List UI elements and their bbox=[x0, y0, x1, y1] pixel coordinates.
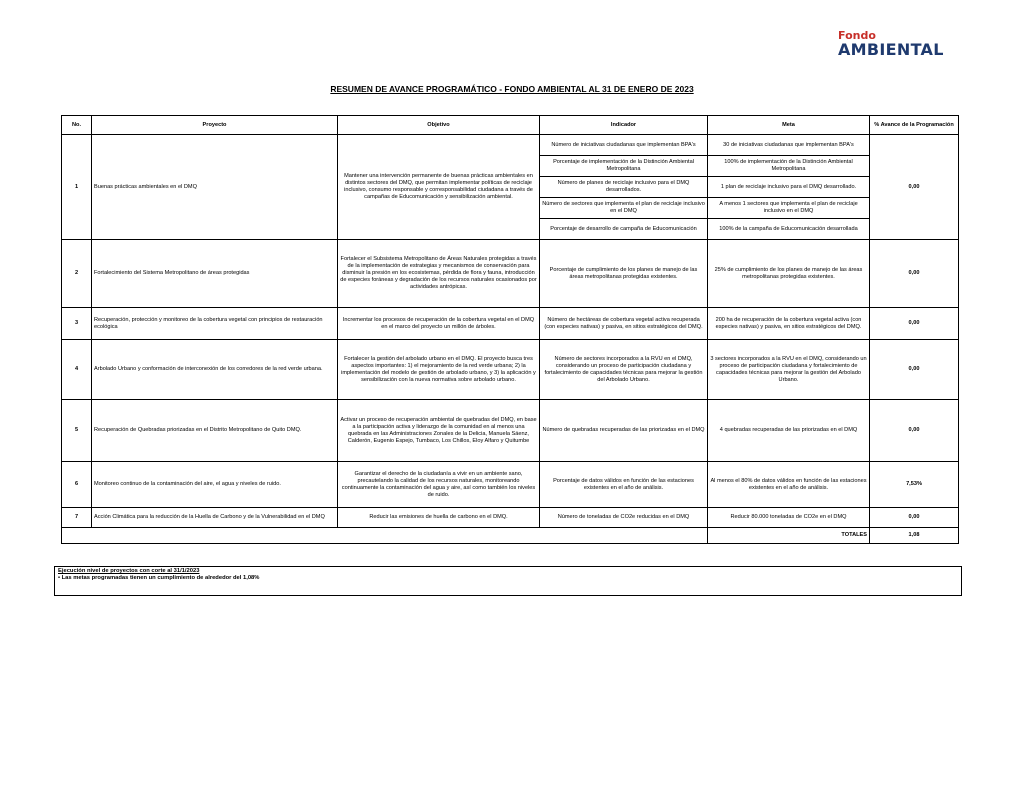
row-meta: 1 plan de reciclaje inclusivo para el DMQ desarrollado. bbox=[708, 177, 870, 198]
totales-value: 1,08 bbox=[870, 528, 959, 544]
logo-line-2: AMBIENTAL bbox=[838, 40, 944, 59]
table-row bbox=[62, 135, 959, 156]
row-meta: 100% de implementación de la Distinción Ambiental Metropolitana bbox=[708, 156, 870, 177]
row-no: 4 bbox=[62, 340, 92, 400]
table-row bbox=[62, 400, 959, 462]
row-no: 2 bbox=[62, 240, 92, 308]
row-objetivo: Fortalecer el Subsistema Metropolitano de Áreas Naturales protegidas a través de la implementación de estrategias y mecanismos de conservación para disminuir la presión en los ecosistemas, pérdida de flora y fauna, introducción de especies foráneas y degradación de los recursos naturales ocasionados por actividades antrópicas. bbox=[338, 240, 540, 308]
row-avance: 0,00 bbox=[870, 340, 959, 400]
header-indicador: Indicador bbox=[540, 116, 708, 135]
totales-row bbox=[62, 528, 959, 544]
row-objetivo: Incrementar los procesos de recuperación de la cobertura vegetal en el DMQ en el marco del proyecto un millón de árboles. bbox=[338, 308, 540, 340]
table-row bbox=[62, 462, 959, 508]
row-objetivo: Reducir las emisiones de huella de carbono en el DMQ. bbox=[338, 508, 540, 528]
row-indicador: Porcentaje de cumplimiento de los planes de manejo de las áreas metropolitanas protegidas existentes. bbox=[540, 240, 708, 308]
row-proyecto: Buenas prácticas ambientales en el DMQ bbox=[92, 135, 338, 240]
header-proyecto: Proyecto bbox=[92, 116, 338, 135]
table-header-row bbox=[62, 116, 959, 135]
row-proyecto: Fortalecimiento del Sistema Metropolitano de áreas protegidas bbox=[92, 240, 338, 308]
row-avance: 0,00 bbox=[870, 240, 959, 308]
table-row bbox=[62, 240, 959, 308]
row-proyecto: Arbolado Urbano y conformación de interconexión de los corredores de la red verde urbana. bbox=[92, 340, 338, 400]
table-row bbox=[62, 308, 959, 340]
row-objetivo: Garantizar el derecho de la ciudadanía a vivir en un ambiente sano, precautelando la calidad de los recursos naturales, monitoreando continuamente la contaminación del agua y aire, así como también los niveles de ruido. bbox=[338, 462, 540, 508]
row-proyecto: Acción Climática para la reducción de la Huella de Carbono y de la Vulnerabilidad en el DMQ bbox=[92, 508, 338, 528]
row-no: 6 bbox=[62, 462, 92, 508]
row-meta: 100% de la campaña de Educomunicación desarrollada bbox=[708, 219, 870, 240]
row-indicador: Porcentaje de implementación de la Distinción Ambiental Metropolitana bbox=[540, 156, 708, 177]
execution-note bbox=[54, 566, 962, 596]
row-meta: 200 ha de recuperación de la cobertura vegetal activa (con especies nativas) y pasiva, en sitios estratégicos del DMQ. bbox=[708, 308, 870, 340]
row-avance: 7,53% bbox=[870, 462, 959, 508]
row-proyecto: Monitoreo continuo de la contaminación del aire, el agua y niveles de ruido. bbox=[92, 462, 338, 508]
totales-label: TOTALES bbox=[708, 528, 870, 544]
row-meta: 25% de cumplimiento de los planes de manejo de las áreas metropolitanas protegidas existentes. bbox=[708, 240, 870, 308]
fondo-ambiental-logo bbox=[838, 29, 944, 59]
row-objetivo: Fortalecer la gestión del arbolado urbano en el DMQ. El proyecto busca tres aspectos importantes: 1) el mejoramiento de la red verde urbana; 2) la implementación del modelo de gestión de arbolado urbano, y 3) la aplicación y sensibilización con la nueva normativa sobre arbolado urbano. bbox=[338, 340, 540, 400]
avance-table bbox=[61, 115, 959, 544]
row-indicador: Número de sectores que implementa el plan de reciclaje inclusivo en el DMQ bbox=[540, 198, 708, 219]
header-objetivo: Objetivo bbox=[338, 116, 540, 135]
table-row bbox=[62, 340, 959, 400]
row-no: 3 bbox=[62, 308, 92, 340]
note-title: Ejecución nivel de proyectos con corte al 31/1/2023 bbox=[58, 568, 200, 574]
row-indicador: Número de sectores incorporados a la RVU en el DMQ, considerando un proceso de participación ciudadana y fortalecimiento de capacidades técnicas para mejorar la gestión del Arbolado Urbano. bbox=[540, 340, 708, 400]
row-proyecto: Recuperación, protección y monitoreo de la cobertura vegetal con principios de restauración ecológica bbox=[92, 308, 338, 340]
row-indicador: Número de hectáreas de cobertura vegetal activa recuperada (con especies nativas) y pasiva, en sitios estratégicos del DMQ. bbox=[540, 308, 708, 340]
table-row bbox=[62, 508, 959, 528]
header-meta: Meta bbox=[708, 116, 870, 135]
row-indicador: Porcentaje de desarrollo de campaña de Educomunicación bbox=[540, 219, 708, 240]
row-meta: 4 quebradas recuperadas de las priorizadas en el DMQ bbox=[708, 400, 870, 462]
row-no: 1 bbox=[62, 135, 92, 240]
row-indicador: Porcentaje de datos válidos en función de las estaciones existentes en el año de análisis. bbox=[540, 462, 708, 508]
row-indicador: Número de toneladas de CO2e reducidas en el DMQ bbox=[540, 508, 708, 528]
row-avance: 0,00 bbox=[870, 135, 959, 240]
row-meta: 30 de iniciativas ciudadanas que implementan BPA's bbox=[708, 135, 870, 156]
row-indicador: Número de quebradas recuperadas de las priorizadas en el DMQ bbox=[540, 400, 708, 462]
row-proyecto: Recuperación de Quebradas priorizadas en el Distrito Metropolitano de Quito DMQ. bbox=[92, 400, 338, 462]
header-no: No. bbox=[62, 116, 92, 135]
header-avance: % Avance de la Programación bbox=[870, 116, 959, 135]
row-no: 7 bbox=[62, 508, 92, 528]
row-indicador: Número de iniciativas ciudadanas que implementan BPA's bbox=[540, 135, 708, 156]
row-avance: 0,00 bbox=[870, 508, 959, 528]
note-bullet: • Las metas programadas tienen un cumplimiento de alrededor del 1,08% bbox=[58, 575, 260, 581]
totales-spacer bbox=[62, 528, 708, 544]
row-meta: Reducir 80.000 toneladas de CO2e en el DMQ bbox=[708, 508, 870, 528]
row-objetivo: Mantener una intervención permanente de buenas prácticas ambientales en distintos sectores del DMQ, que permitan implementar políticas de reciclaje inclusivo, consumo responsable y corresponsabilidad ciudadana a través de campañas de Educomunicación y sensibilización ambiental. bbox=[338, 135, 540, 240]
row-meta: 3 sectores incorporados a la RVU en el DMQ, considerando un proceso de participación ciudadana y fortalecimiento de capacidades técnicas para mejorar la gestión del Arbolado Urbano. bbox=[708, 340, 870, 400]
row-meta: A menos 1 sectores que implementa el plan de reciclaje inclusivo en el DMQ bbox=[708, 198, 870, 219]
logo-line-1: Fondo bbox=[838, 29, 876, 42]
row-objetivo: Activar un proceso de recuperación ambiental de quebradas del DMQ, en base a la participación activa y liderazgo de la comunidad en al menos una quebrada en las Administraciones Zonales de la Delicia, Manuela Sáenz, Calderón, Eugenio Espejo, Tumbaco, Los Chillos, Eloy Alfaro y Quitumbe bbox=[338, 400, 540, 462]
row-indicador: Número de planes de reciclaje inclusivo para el DMQ desarrollados. bbox=[540, 177, 708, 198]
row-avance: 0,00 bbox=[870, 308, 959, 340]
row-avance: 0,00 bbox=[870, 400, 959, 462]
row-no: 5 bbox=[62, 400, 92, 462]
row-meta: Al menos el 80% de datos válidos en función de las estaciones existentes en el año de análisis. bbox=[708, 462, 870, 508]
document-title: RESUMEN DE AVANCE PROGRAMÁTICO - FONDO AMBIENTAL AL 31 DE ENERO DE 2023 bbox=[330, 84, 694, 94]
